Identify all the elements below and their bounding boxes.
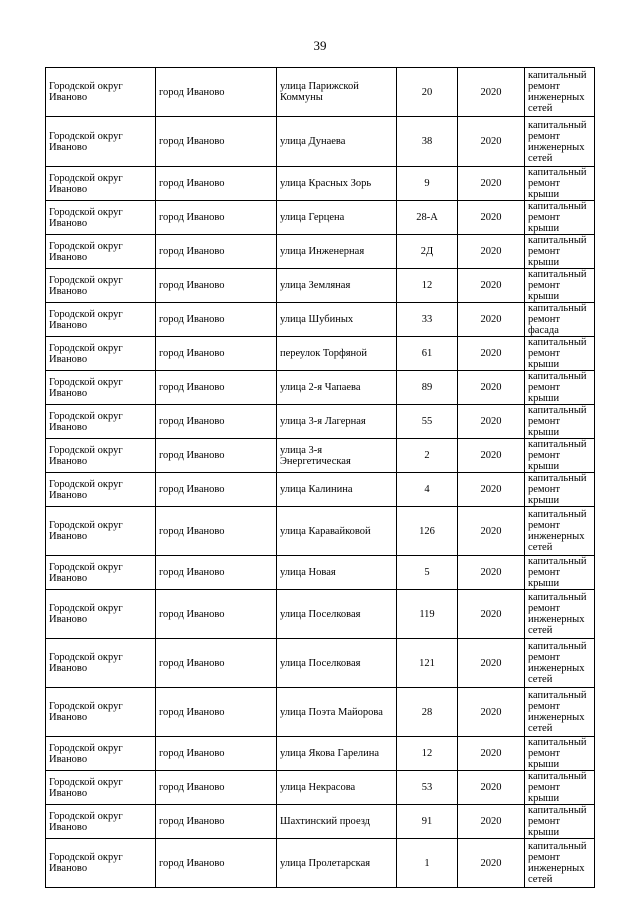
house-number-cell: 28-А xyxy=(397,201,458,235)
work-type-cell: капитальный ремонт крыши xyxy=(525,337,595,371)
street-cell: улица Новая xyxy=(277,556,397,590)
work-type-cell: капитальный ремонт инженерных сетей xyxy=(525,839,595,888)
table-row xyxy=(46,337,595,371)
year-cell: 2020 xyxy=(458,688,525,737)
city-cell: город Иваново xyxy=(156,556,277,590)
street-cell: переулок Торфяной xyxy=(277,337,397,371)
work-type-cell: капитальный ремонт инженерных сетей xyxy=(525,117,595,167)
city-cell: город Иваново xyxy=(156,590,277,639)
year-cell: 2020 xyxy=(458,371,525,405)
city-cell: город Иваново xyxy=(156,839,277,888)
city-cell: город Иваново xyxy=(156,337,277,371)
street-cell: улица Поселковая xyxy=(277,590,397,639)
table-row xyxy=(46,688,595,737)
house-number-cell: 12 xyxy=(397,737,458,771)
house-number-cell: 89 xyxy=(397,371,458,405)
city-cell: город Иваново xyxy=(156,473,277,507)
city-cell: город Иваново xyxy=(156,371,277,405)
house-number-cell: 9 xyxy=(397,167,458,201)
work-type-cell: капитальный ремонт крыши xyxy=(525,269,595,303)
street-cell: улица 2-я Чапаева xyxy=(277,371,397,405)
work-type-cell: капитальный ремонт крыши xyxy=(525,167,595,201)
page-number: 39 xyxy=(313,38,327,53)
street-cell: улица 3-я Лагерная xyxy=(277,405,397,439)
year-cell: 2020 xyxy=(458,303,525,337)
table-row xyxy=(46,639,595,688)
district-cell: Городской округ Иваново xyxy=(46,68,156,117)
district-cell: Городской округ Иваново xyxy=(46,167,156,201)
work-type-cell: капитальный ремонт инженерных сетей xyxy=(525,590,595,639)
district-cell: Городской округ Иваново xyxy=(46,507,156,556)
work-type-cell: капитальный ремонт инженерных сетей xyxy=(525,68,595,117)
table-row xyxy=(46,556,595,590)
street-cell: улица Некрасова xyxy=(277,771,397,805)
city-cell: город Иваново xyxy=(156,737,277,771)
city-cell: город Иваново xyxy=(156,771,277,805)
table-row xyxy=(46,473,595,507)
work-type-cell: капитальный ремонт фасада xyxy=(525,303,595,337)
street-cell: улица Якова Гарелина xyxy=(277,737,397,771)
table-row xyxy=(46,303,595,337)
house-number-cell: 2 xyxy=(397,439,458,473)
year-cell: 2020 xyxy=(458,805,525,839)
house-number-cell: 33 xyxy=(397,303,458,337)
city-cell: город Иваново xyxy=(156,235,277,269)
district-cell: Городской округ Иваново xyxy=(46,405,156,439)
street-cell: улица Шубиных xyxy=(277,303,397,337)
table-body xyxy=(46,68,595,888)
table-row xyxy=(46,68,595,117)
house-number-cell: 20 xyxy=(397,68,458,117)
house-number-cell: 55 xyxy=(397,405,458,439)
work-type-cell: капитальный ремонт крыши xyxy=(525,473,595,507)
house-number-cell: 126 xyxy=(397,507,458,556)
city-cell: город Иваново xyxy=(156,507,277,556)
city-cell: город Иваново xyxy=(156,269,277,303)
table-row xyxy=(46,737,595,771)
city-cell: город Иваново xyxy=(156,303,277,337)
street-cell: улица Поселковая xyxy=(277,639,397,688)
district-cell: Городской округ Иваново xyxy=(46,590,156,639)
district-cell: Городской округ Иваново xyxy=(46,117,156,167)
street-cell: улица Каравайковой xyxy=(277,507,397,556)
year-cell: 2020 xyxy=(458,117,525,167)
house-number-cell: 38 xyxy=(397,117,458,167)
house-number-cell: 1 xyxy=(397,839,458,888)
work-type-cell: капитальный ремонт инженерных сетей xyxy=(525,639,595,688)
house-number-cell: 5 xyxy=(397,556,458,590)
house-number-cell: 61 xyxy=(397,337,458,371)
year-cell: 2020 xyxy=(458,473,525,507)
district-cell: Городской округ Иваново xyxy=(46,556,156,590)
city-cell: город Иваново xyxy=(156,68,277,117)
table-row xyxy=(46,439,595,473)
table-row xyxy=(46,167,595,201)
district-cell: Городской округ Иваново xyxy=(46,269,156,303)
district-cell: Городской округ Иваново xyxy=(46,771,156,805)
street-cell: улица Поэта Майорова xyxy=(277,688,397,737)
street-cell: улица Инженерная xyxy=(277,235,397,269)
work-type-cell: капитальный ремонт крыши xyxy=(525,805,595,839)
street-cell: улица Пролетарская xyxy=(277,839,397,888)
district-cell: Городской округ Иваново xyxy=(46,737,156,771)
table-row xyxy=(46,590,595,639)
table-row xyxy=(46,117,595,167)
street-cell: улица Земляная xyxy=(277,269,397,303)
year-cell: 2020 xyxy=(458,235,525,269)
table-row xyxy=(46,201,595,235)
year-cell: 2020 xyxy=(458,737,525,771)
street-cell: улица Калинина xyxy=(277,473,397,507)
year-cell: 2020 xyxy=(458,839,525,888)
house-number-cell: 12 xyxy=(397,269,458,303)
city-cell: город Иваново xyxy=(156,117,277,167)
repair-registry-table xyxy=(45,67,595,888)
house-number-cell: 121 xyxy=(397,639,458,688)
city-cell: город Иваново xyxy=(156,688,277,737)
district-cell: Городской округ Иваново xyxy=(46,688,156,737)
house-number-cell: 91 xyxy=(397,805,458,839)
year-cell: 2020 xyxy=(458,556,525,590)
district-cell: Городской округ Иваново xyxy=(46,839,156,888)
table-row xyxy=(46,405,595,439)
district-cell: Городской округ Иваново xyxy=(46,235,156,269)
table-row xyxy=(46,771,595,805)
table-row xyxy=(46,235,595,269)
work-type-cell: капитальный ремонт крыши xyxy=(525,201,595,235)
year-cell: 2020 xyxy=(458,167,525,201)
work-type-cell: капитальный ремонт инженерных сетей xyxy=(525,507,595,556)
year-cell: 2020 xyxy=(458,269,525,303)
city-cell: город Иваново xyxy=(156,167,277,201)
year-cell: 2020 xyxy=(458,639,525,688)
district-cell: Городской округ Иваново xyxy=(46,201,156,235)
street-cell: улица Дунаева xyxy=(277,117,397,167)
street-cell: улица Герцена xyxy=(277,201,397,235)
house-number-cell: 119 xyxy=(397,590,458,639)
city-cell: город Иваново xyxy=(156,639,277,688)
work-type-cell: капитальный ремонт крыши xyxy=(525,439,595,473)
year-cell: 2020 xyxy=(458,590,525,639)
city-cell: город Иваново xyxy=(156,201,277,235)
table-row xyxy=(46,805,595,839)
year-cell: 2020 xyxy=(458,507,525,556)
district-cell: Городской округ Иваново xyxy=(46,439,156,473)
work-type-cell: капитальный ремонт крыши xyxy=(525,371,595,405)
street-cell: улица Красных Зорь xyxy=(277,167,397,201)
year-cell: 2020 xyxy=(458,439,525,473)
district-cell: Городской округ Иваново xyxy=(46,805,156,839)
work-type-cell: капитальный ремонт инженерных сетей xyxy=(525,688,595,737)
district-cell: Городской округ Иваново xyxy=(46,639,156,688)
street-cell: улица Парижской Коммуны xyxy=(277,68,397,117)
house-number-cell: 53 xyxy=(397,771,458,805)
work-type-cell: капитальный ремонт крыши xyxy=(525,737,595,771)
street-cell: улица 3-я Энергетическая xyxy=(277,439,397,473)
city-cell: город Иваново xyxy=(156,405,277,439)
district-cell: Городской округ Иваново xyxy=(46,473,156,507)
city-cell: город Иваново xyxy=(156,805,277,839)
district-cell: Городской округ Иваново xyxy=(46,303,156,337)
work-type-cell: капитальный ремонт крыши xyxy=(525,235,595,269)
table-row xyxy=(46,839,595,888)
table-row xyxy=(46,269,595,303)
year-cell: 2020 xyxy=(458,201,525,235)
work-type-cell: капитальный ремонт крыши xyxy=(525,771,595,805)
work-type-cell: капитальный ремонт крыши xyxy=(525,405,595,439)
work-type-cell: капитальный ремонт крыши xyxy=(525,556,595,590)
year-cell: 2020 xyxy=(458,771,525,805)
table-row xyxy=(46,371,595,405)
house-number-cell: 2Д xyxy=(397,235,458,269)
year-cell: 2020 xyxy=(458,68,525,117)
house-number-cell: 4 xyxy=(397,473,458,507)
year-cell: 2020 xyxy=(458,405,525,439)
table-row xyxy=(46,507,595,556)
district-cell: Городской округ Иваново xyxy=(46,371,156,405)
house-number-cell: 28 xyxy=(397,688,458,737)
city-cell: город Иваново xyxy=(156,439,277,473)
street-cell: Шахтинский проезд xyxy=(277,805,397,839)
district-cell: Городской округ Иваново xyxy=(46,337,156,371)
year-cell: 2020 xyxy=(458,337,525,371)
